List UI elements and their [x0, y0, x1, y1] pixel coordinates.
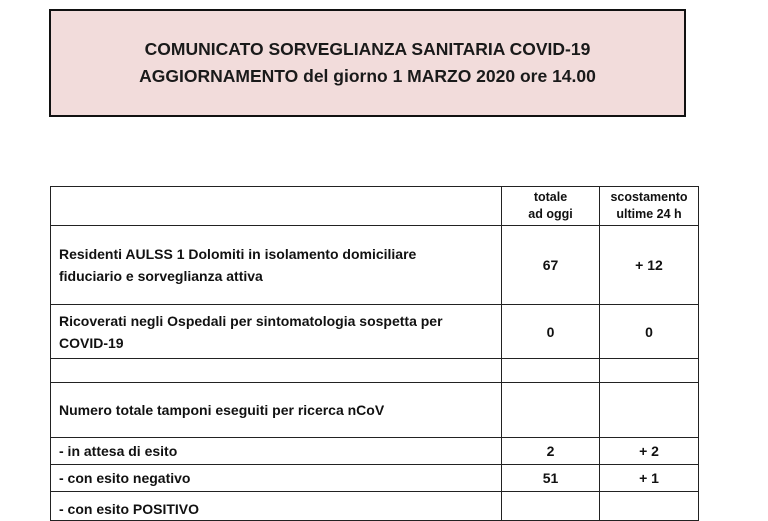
row-total-empty [502, 492, 600, 521]
row-label-line1: Residenti AULSS 1 Dolomiti in isolamento domiciliare [59, 246, 417, 262]
row-change-empty [600, 383, 699, 438]
table-row [51, 305, 699, 359]
table-header-row [51, 187, 699, 226]
row-change: 0 [600, 305, 699, 359]
row-total-empty [502, 383, 600, 438]
row-change: + 12 [600, 226, 699, 305]
row-label-text: - con esito POSITIVO [59, 501, 200, 517]
row-label-line2: fiduciario e sorveglianza attiva [59, 268, 263, 284]
row-label: Numero totale tamponi eseguiti per ricerca nCoV [51, 383, 502, 438]
empty-cell [600, 359, 699, 383]
header-change-line1: scostamento [610, 190, 688, 204]
row-total: 2 [502, 438, 600, 465]
bulletin-update-date: AGGIORNAMENTO del giorno 1 MARZO 2020 ore 14.00 [139, 66, 596, 86]
table-row-empty [51, 359, 699, 383]
table-row [51, 492, 699, 521]
row-label-line1: Ricoverati negli Ospedali per sintomatologia sospetta per [59, 312, 443, 329]
row-label-line2: COVID-19 [59, 334, 124, 351]
surveillance-table [50, 186, 699, 521]
row-label [51, 492, 502, 521]
header-change-cell [600, 187, 699, 226]
row-label: - in attesa di esito [51, 438, 502, 465]
table-row [51, 226, 699, 305]
table-row [51, 383, 699, 438]
header-total-line2: ad oggi [528, 207, 573, 221]
header-change-line2: ultime 24 h [616, 207, 682, 221]
row-change: + 2 [600, 438, 699, 465]
row-change: + 1 [600, 465, 699, 492]
row-total: 0 [502, 305, 600, 359]
row-total: 67 [502, 226, 600, 305]
row-total: 51 [502, 465, 600, 492]
header-total-cell [502, 187, 600, 226]
row-label [51, 305, 502, 359]
bulletin-title: COMUNICATO SORVEGLIANZA SANITARIA COVID-19 [144, 39, 591, 59]
header-total-line1: totale [533, 190, 568, 204]
row-label [51, 226, 502, 305]
empty-cell [502, 359, 600, 383]
table-row [51, 465, 699, 492]
table-row [51, 438, 699, 465]
row-label: - con esito negativo [51, 465, 502, 492]
empty-cell [51, 359, 502, 383]
bulletin-header-box [49, 9, 686, 117]
row-change-empty [600, 492, 699, 521]
header-empty-cell [51, 187, 502, 226]
